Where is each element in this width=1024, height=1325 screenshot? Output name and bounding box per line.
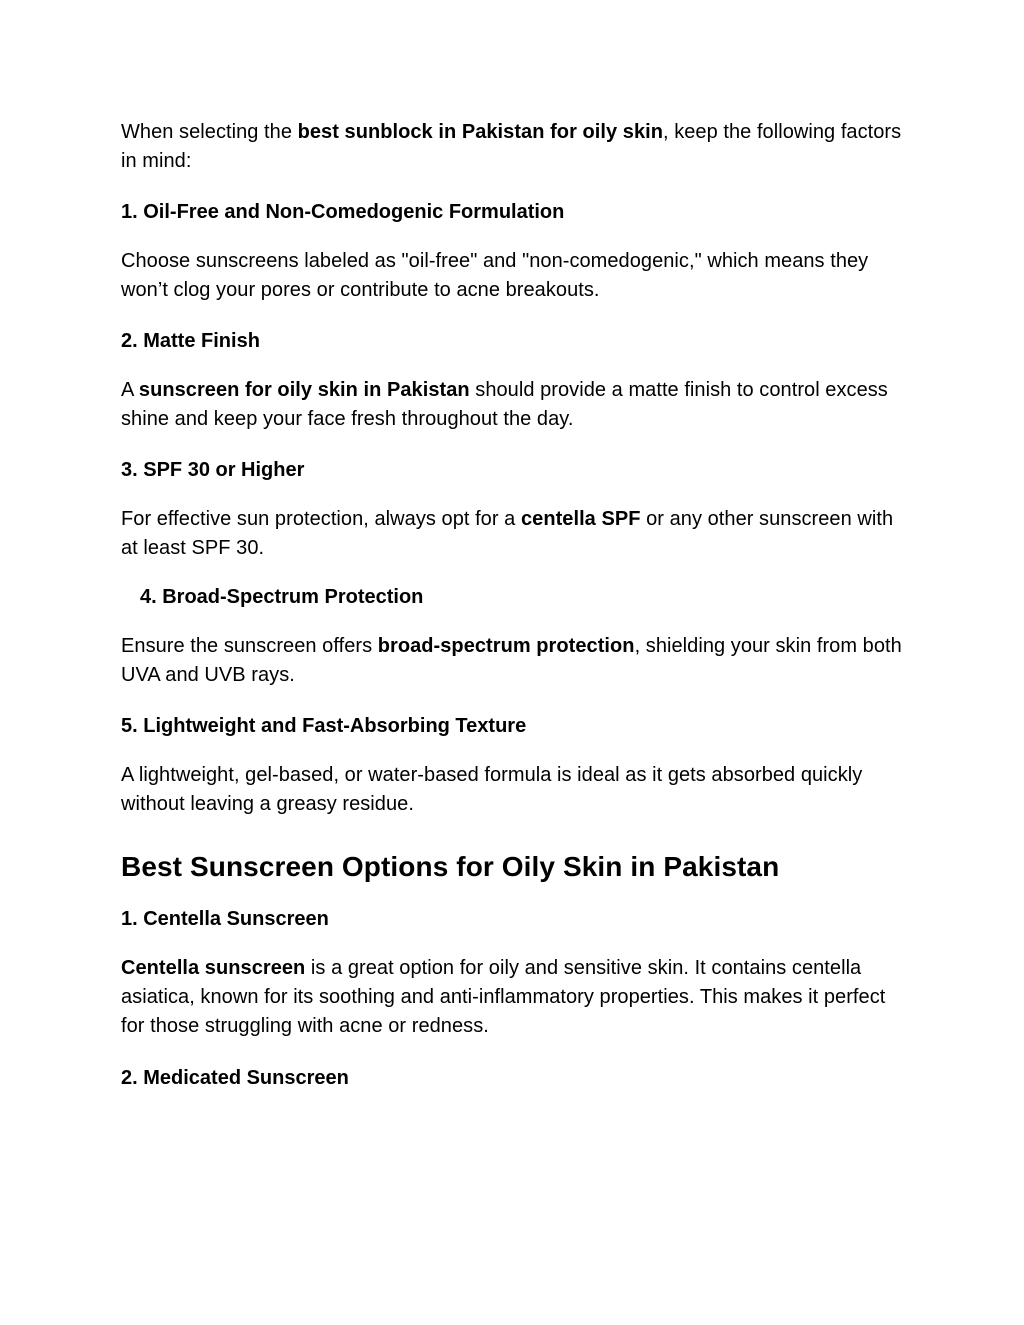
factor-body-matte-finish: A sunscreen for oily skin in Pakistan should provide a matte finish to control excess shine and keep your face fresh throughout the day. bbox=[121, 379, 888, 430]
option-heading-medicated: 2. Medicated Sunscreen bbox=[121, 1067, 349, 1089]
factor-keyword: broad-spectrum protection bbox=[377, 635, 635, 657]
factor-keyword: centella SPF bbox=[520, 508, 641, 530]
factor-body-lightweight: A lightweight, gel-based, or water-based formula is ideal as it gets absorbed quickly without leaving a greasy residue. bbox=[121, 764, 863, 815]
option-body-centella: Centella sunscreen is a great option for oily and sensitive skin. It contains centella asiatica, known for its soothing and anti-inflammatory properties. This makes it perfect for those struggling with acne or redness. bbox=[121, 957, 886, 1037]
intro-text-end: , keep the following factors in mind: bbox=[121, 121, 902, 172]
factor-body-spf: For effective sun protection, always opt for a centella SPF or any other sunscreen with at least SPF 30. bbox=[121, 508, 894, 559]
factor-heading-spf: 3. SPF 30 or Higher bbox=[121, 459, 305, 481]
option-keyword: Centella sunscreen bbox=[121, 957, 306, 979]
section-title: Best Sunscreen Options for Oily Skin in Pakistan bbox=[121, 851, 780, 882]
option-heading-centella: 1. Centella Sunscreen bbox=[121, 908, 329, 930]
factor-heading-oil-free: 1. Oil-Free and Non-Comedogenic Formulation bbox=[121, 201, 565, 223]
intro-keyword: best sunblock in Pakistan for oily skin bbox=[297, 121, 663, 143]
factor-body-oil-free: Choose sunscreens labeled as "oil-free" and "non-comedogenic," which means they won’t clog your pores or contribute to acne breakouts. bbox=[121, 250, 869, 301]
factor-keyword: sunscreen for oily skin in Pakistan bbox=[138, 379, 470, 401]
intro-text: When selecting the bbox=[121, 121, 298, 143]
factor-heading-lightweight: 5. Lightweight and Fast-Absorbing Texture bbox=[121, 715, 527, 737]
factor-body-broad-spectrum: Ensure the sunscreen offers broad-spectrum protection, shielding your skin from both UVA and UVB rays. bbox=[121, 635, 902, 686]
intro-paragraph bbox=[121, 118, 911, 176]
factor-heading-broad-spectrum: 4. Broad-Spectrum Protection bbox=[140, 586, 424, 608]
factor-heading-matte-finish: 2. Matte Finish bbox=[121, 330, 260, 352]
document-page bbox=[121, 118, 911, 1093]
